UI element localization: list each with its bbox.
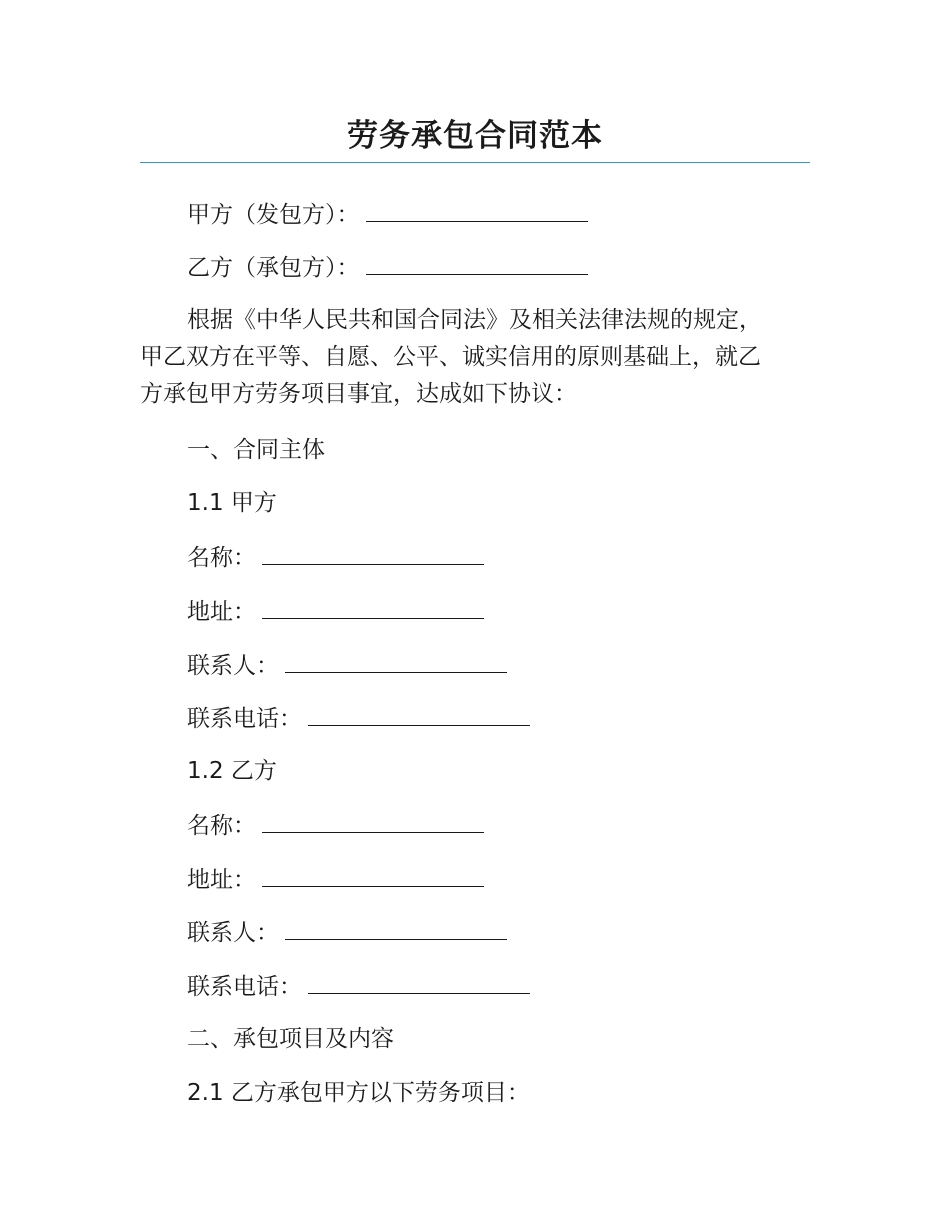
subsection-1-1: 1.1 甲方 bbox=[187, 490, 277, 516]
party-b-contact-label: 联系人： bbox=[187, 920, 279, 946]
section-2-heading: 二、承包项目及内容 bbox=[187, 1026, 394, 1052]
party-b-name-label: 名称： bbox=[187, 813, 256, 839]
party-b-name-blank[interactable] bbox=[262, 810, 484, 833]
subsection-2-1: 2.1 乙方承包甲方以下劳务项目： bbox=[187, 1080, 530, 1106]
intro-line-1: 根据《中华人民共和国合同法》及相关法律法规的规定， bbox=[187, 307, 762, 333]
party-a-address-label: 地址： bbox=[187, 599, 256, 625]
party-b-name-line bbox=[187, 810, 484, 841]
party-a-blank[interactable] bbox=[366, 199, 588, 222]
party-a-phone-blank[interactable] bbox=[308, 703, 530, 726]
party-a-address-line bbox=[187, 596, 484, 627]
party-a-contact-line bbox=[187, 650, 507, 681]
party-b-phone-blank[interactable] bbox=[308, 971, 530, 994]
party-b-contact-line bbox=[187, 917, 507, 948]
party-b-label: 乙方（承包方）： bbox=[187, 255, 360, 281]
title-underline-divider bbox=[140, 162, 810, 163]
intro-paragraph bbox=[140, 302, 812, 413]
party-a-contact-blank[interactable] bbox=[285, 650, 507, 673]
party-b-address-blank[interactable] bbox=[262, 864, 484, 887]
party-a-label: 甲方（发包方）： bbox=[187, 202, 360, 228]
party-b-line bbox=[187, 252, 588, 283]
intro-line-3: 方承包甲方劳务项目事宜，达成如下协议： bbox=[140, 381, 577, 407]
party-a-name-label: 名称： bbox=[187, 545, 256, 571]
party-a-name-blank[interactable] bbox=[262, 542, 484, 565]
party-a-address-blank[interactable] bbox=[262, 596, 484, 619]
party-b-address-label: 地址： bbox=[187, 867, 256, 893]
party-b-address-line bbox=[187, 864, 484, 895]
party-a-name-line bbox=[187, 542, 484, 573]
party-a-line bbox=[187, 199, 588, 230]
party-b-blank[interactable] bbox=[366, 252, 588, 275]
intro-line-2: 甲乙双方在平等、自愿、公平、诚实信用的原则基础上，就乙 bbox=[140, 344, 761, 370]
subsection-1-2: 1.2 乙方 bbox=[187, 758, 277, 784]
party-a-phone-label: 联系电话： bbox=[187, 706, 302, 732]
party-a-contact-label: 联系人： bbox=[187, 653, 279, 679]
party-b-phone-label: 联系电话： bbox=[187, 974, 302, 1000]
section-1-heading: 一、合同主体 bbox=[187, 437, 325, 463]
party-a-phone-line bbox=[187, 703, 530, 734]
document-title: 劳务承包合同范本 bbox=[347, 118, 603, 154]
party-b-contact-blank[interactable] bbox=[285, 917, 507, 940]
party-b-phone-line bbox=[187, 971, 530, 1002]
